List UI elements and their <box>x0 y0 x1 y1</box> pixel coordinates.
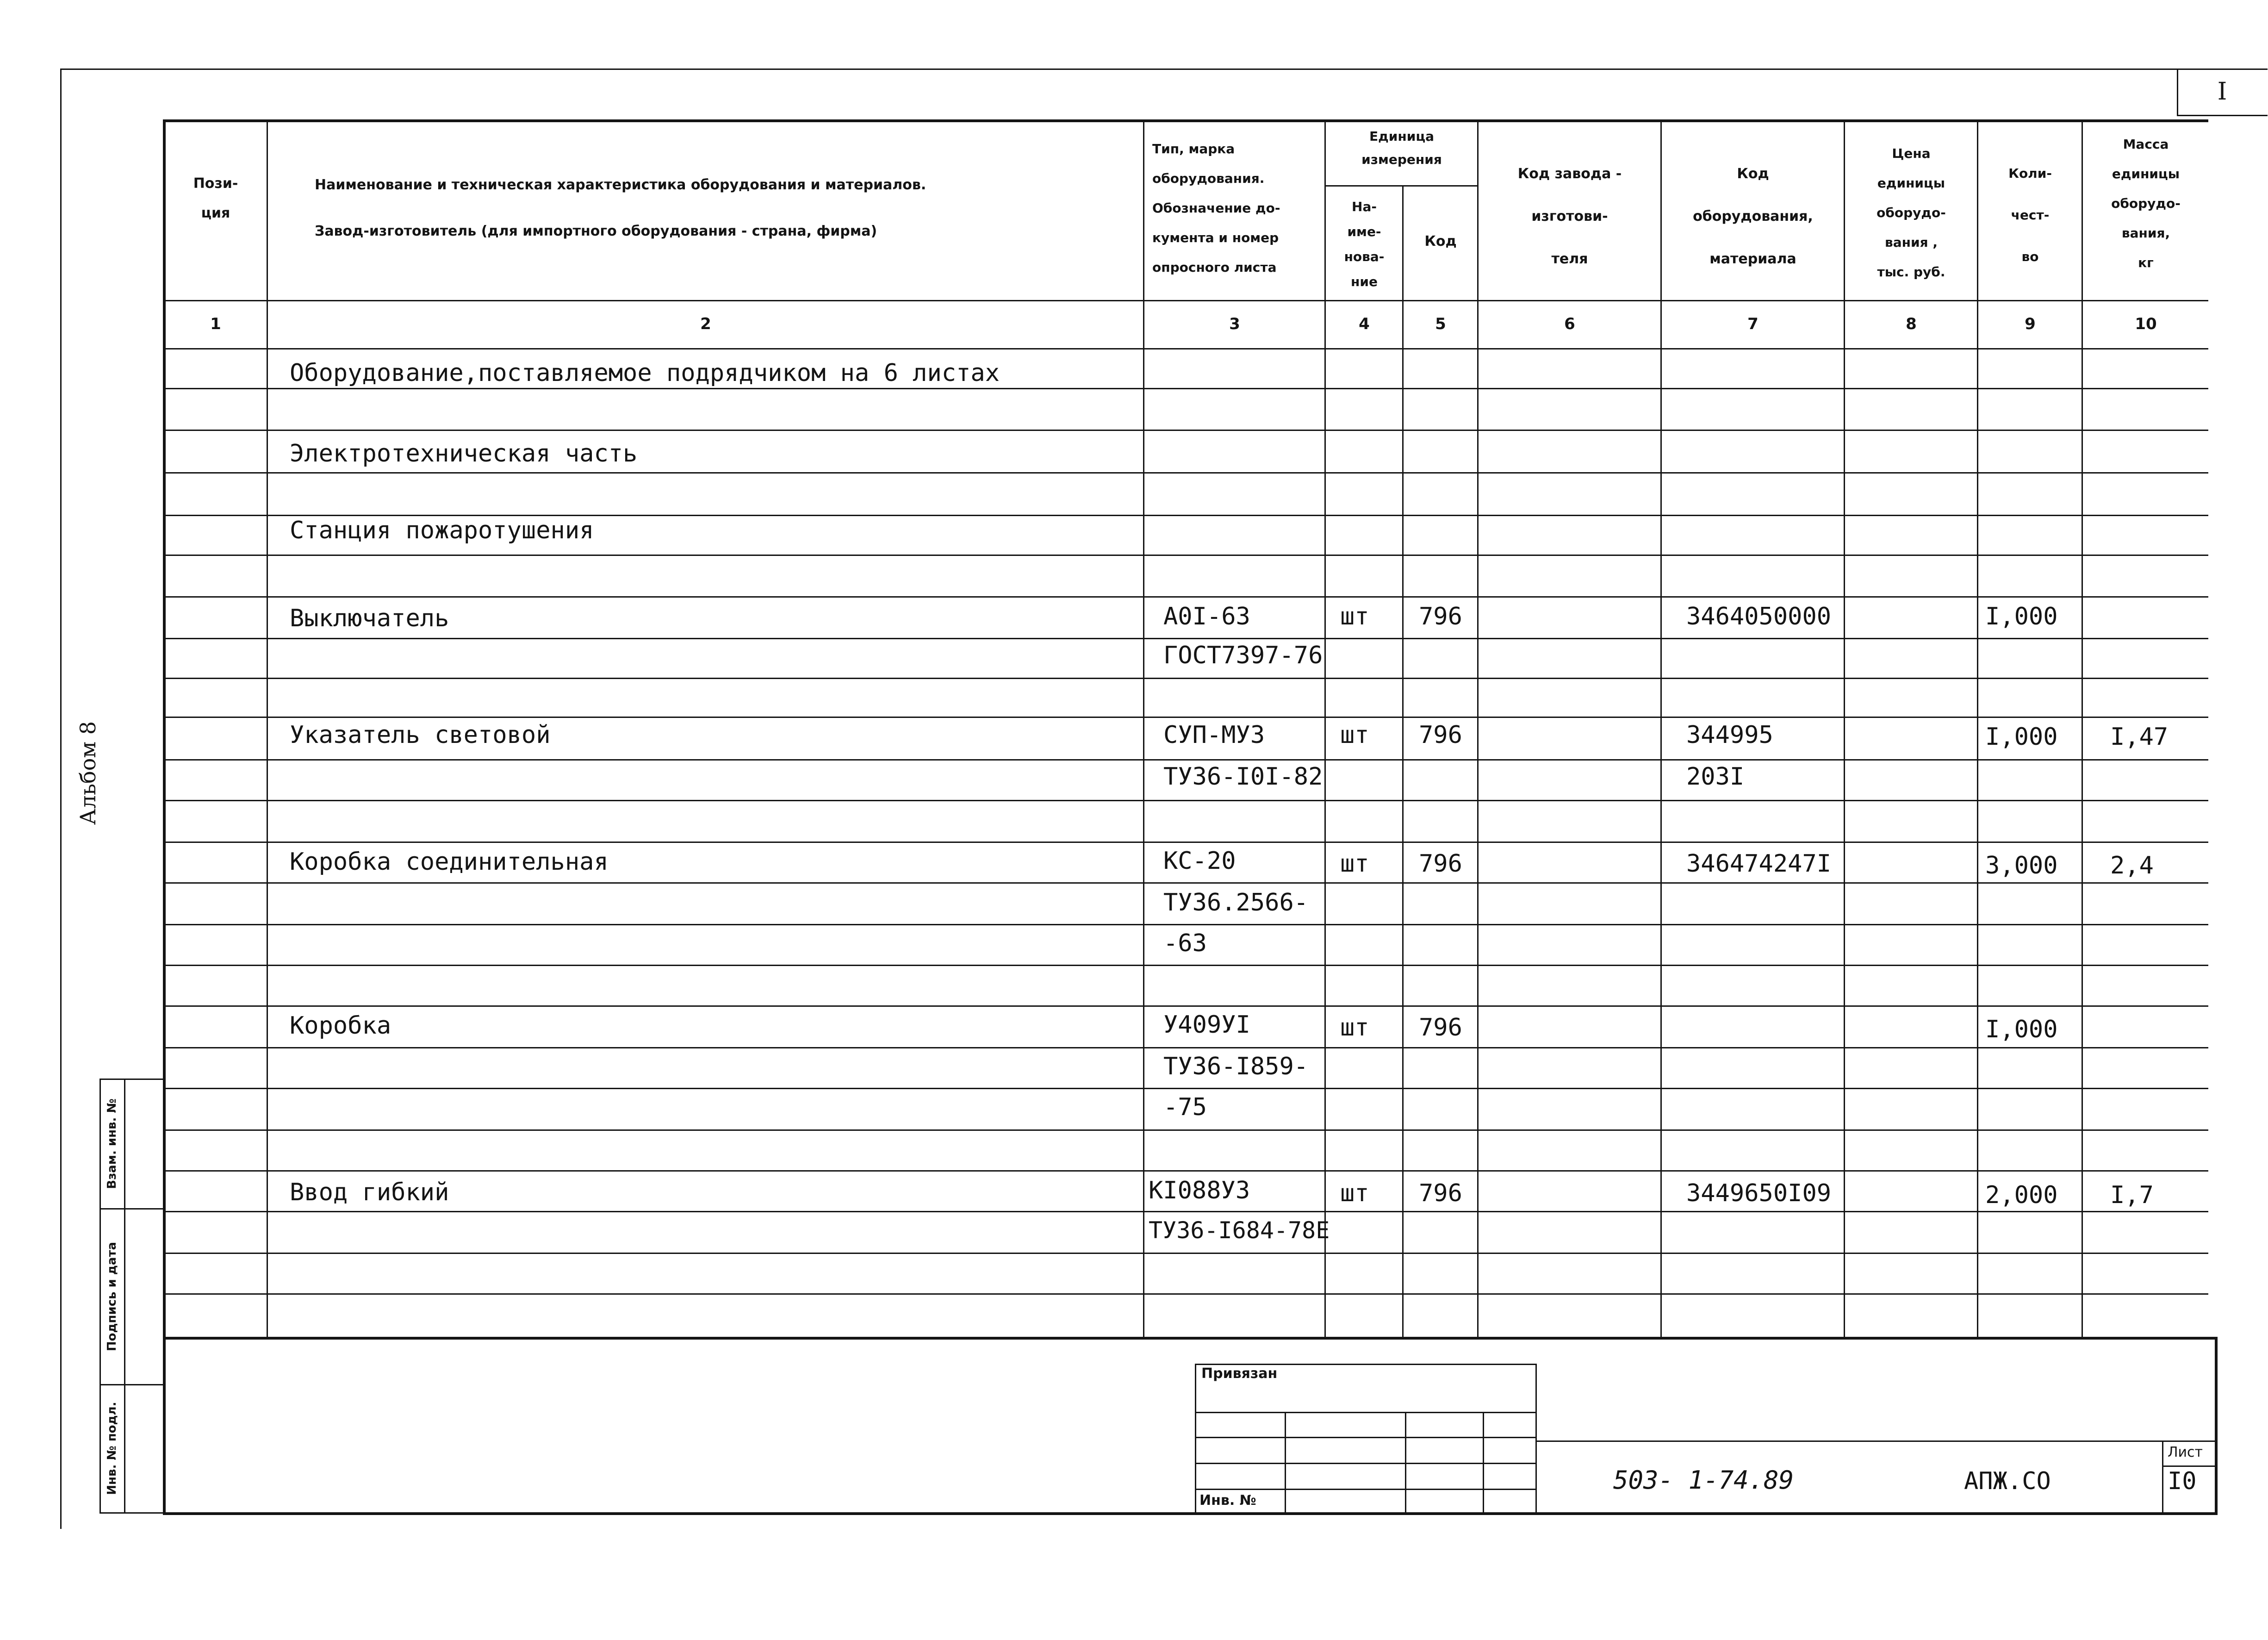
item-unit-code: 796 <box>1419 1179 1462 1207</box>
item-name: Ввод гибкий <box>290 1179 449 1206</box>
item-unit: шт <box>1340 603 1369 630</box>
item-type: КI088У3 <box>1149 1177 1250 1204</box>
item-name: Выключатель <box>290 605 449 632</box>
colnum: 8 <box>1906 315 1917 333</box>
item-type: -75 <box>1163 1093 1207 1121</box>
colnum: 1 <box>210 315 221 333</box>
colnum: 10 <box>2135 315 2157 333</box>
header-col3: Тип, марка оборудования. Обозначение до- кумента и номер опросного листа <box>1152 141 1280 275</box>
header-col5: Код <box>1424 233 1457 249</box>
privyazan-label: Привязан <box>1201 1366 1278 1382</box>
item-mass: I,47 <box>2110 723 2169 751</box>
item-unit-code: 796 <box>1419 721 1462 749</box>
item-type: ТУ36-I684-78Е <box>1149 1217 1330 1244</box>
header-col7: Код оборудования, материала <box>1693 166 1813 267</box>
sheet-number: I0 <box>2168 1467 2197 1495</box>
item-type: ТУ36-I859- <box>1163 1053 1309 1080</box>
page-number: I <box>2217 78 2227 106</box>
item-type: КС-20 <box>1163 847 1236 875</box>
item-type: ТУ36.2566- <box>1163 889 1309 917</box>
stamp-label: Подпись и дата <box>105 1241 119 1352</box>
section-title: Оборудование,поставляемое подрядчиком на 6 листах <box>290 359 1000 387</box>
header-col6: Код завода - изготови- теля <box>1517 166 1622 267</box>
item-qty: I,000 <box>1985 1016 2058 1043</box>
item-type: А0I-63 <box>1163 603 1250 630</box>
header-col8: Цена единицы оборудо- вания , тыс. руб. <box>1877 146 1946 280</box>
item-equip-code: 344995 <box>1686 721 1773 749</box>
item-unit: шт <box>1340 1179 1369 1207</box>
item-name: Коробка соединительная <box>290 848 609 876</box>
item-unit: шт <box>1340 1014 1369 1041</box>
item-mass: 2,4 <box>2110 852 2154 879</box>
colnum: 9 <box>2025 315 2036 333</box>
item-type: ГОСТ7397-76 <box>1163 642 1323 669</box>
header-col2: Наименование и техническая характеристика оборудования и материалов. Завод-изготовитель (для импортного оборудования - страна, фирма) <box>315 177 926 239</box>
colnum: 6 <box>1564 315 1575 333</box>
header-unit-group: Единица измерения <box>1361 129 1442 167</box>
item-unit-code: 796 <box>1419 603 1462 630</box>
item-type: ТУ36-I0I-82 <box>1163 763 1323 791</box>
header-col4: На- име- нова- ние <box>1344 199 1385 289</box>
item-type: СУП-МУЗ <box>1163 721 1265 749</box>
item-unit-code: 796 <box>1419 850 1462 878</box>
section-title: Станция пожаротушения <box>290 517 594 544</box>
item-name: Коробка <box>290 1012 391 1040</box>
colnum: 2 <box>700 315 711 333</box>
item-type: У409УI <box>1163 1011 1250 1039</box>
colnum: 4 <box>1359 315 1370 333</box>
album-label: Альбом 8 <box>75 721 100 825</box>
item-unit: шт <box>1340 721 1369 749</box>
doc-mark: АПЖ.СО <box>1964 1467 2051 1495</box>
item-equip-code: 346474247I <box>1686 850 1832 878</box>
stamp-label: Инв. № подл. <box>105 1402 119 1495</box>
item-equip-code: 203I <box>1686 763 1745 791</box>
item-name: Указатель световой <box>290 721 551 749</box>
item-qty: I,000 <box>1985 723 2058 751</box>
item-equip-code: 3449650I09 <box>1686 1179 1832 1207</box>
item-qty: I,000 <box>1985 603 2058 630</box>
doc-code: 503- 1-74.89 <box>1613 1465 1794 1495</box>
stamp-label: Взам. инв. № <box>105 1098 119 1189</box>
item-equip-code: 3464050000 <box>1686 603 1832 630</box>
header-col9: Коли- чест- во <box>2008 166 2052 264</box>
header-col10: Масса единицы оборудо- вания, кг <box>2111 137 2181 270</box>
item-qty: 2,000 <box>1985 1181 2058 1209</box>
colnum: 7 <box>1747 315 1758 333</box>
header-col1: Пози- ция <box>193 175 238 221</box>
colnum: 3 <box>1229 315 1240 333</box>
item-mass: I,7 <box>2110 1181 2154 1209</box>
item-unit: шт <box>1340 850 1369 878</box>
colnum: 5 <box>1435 315 1446 333</box>
inv-no-label: Инв. № <box>1199 1492 1256 1509</box>
item-unit-code: 796 <box>1419 1014 1462 1041</box>
item-qty: 3,000 <box>1985 852 2058 879</box>
sheet-label: Лист <box>2168 1444 2203 1460</box>
item-type: -63 <box>1163 929 1207 957</box>
section-title: Электротехническая часть <box>290 440 638 468</box>
